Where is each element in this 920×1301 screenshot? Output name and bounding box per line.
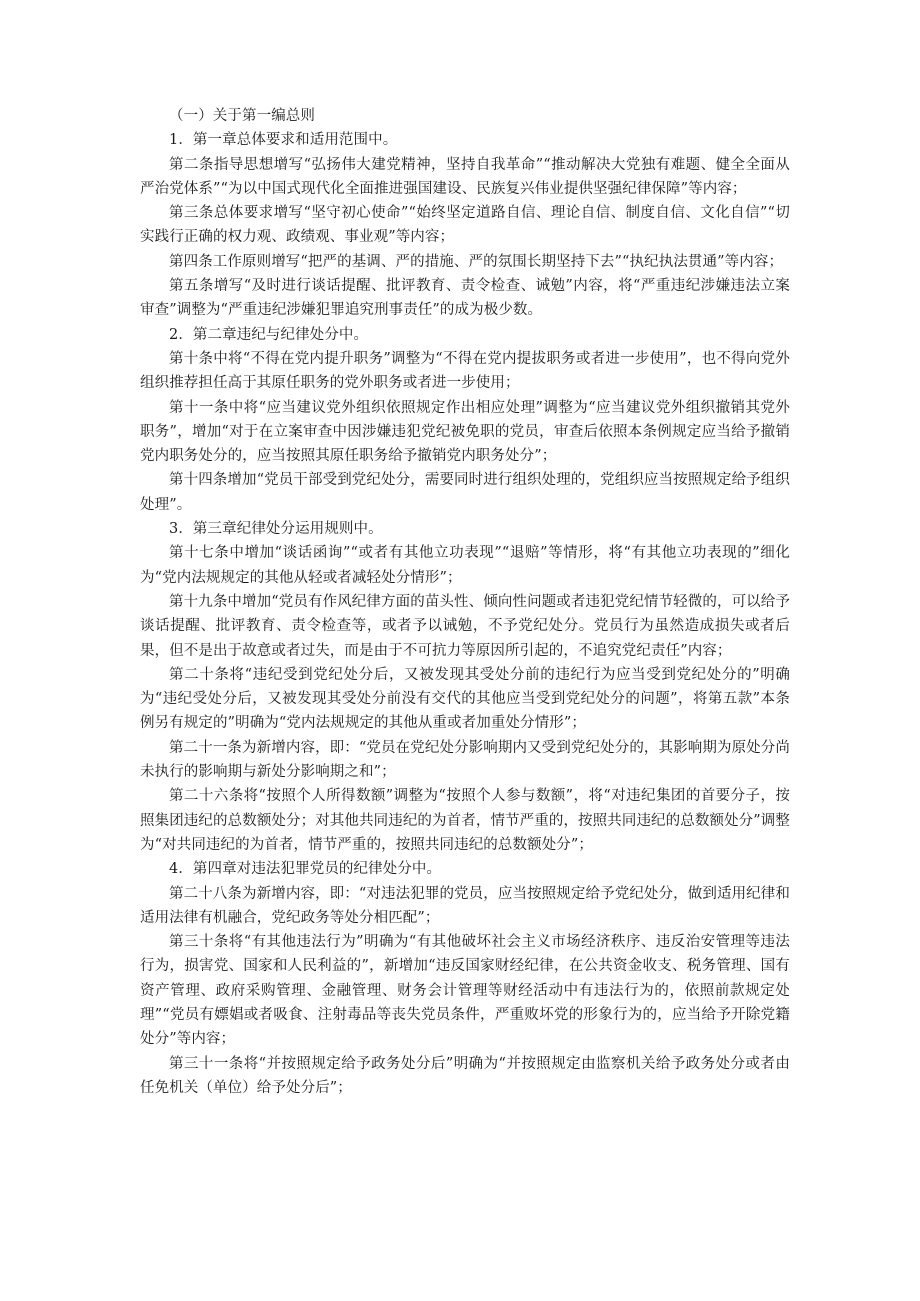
section-heading: （一）关于第一编总则 — [169, 108, 315, 124]
document-body — [140, 104, 790, 1100]
paragraph-article-17: 第十七条中增加“谈话函询”“或者有其他立功表现”“退赔”等情形，将“有其他立功表现的”细化为“党内法规规定的其他从轻或者减轻处分情形”； — [140, 545, 790, 586]
paragraph-article-20: 第二十条将“违纪受到党纪处分后，又被发现其受处分前的违纪行为应当受到党纪处分的”明确为“违纪受处分后，又被发现其受处分前没有交代的其他应当受到党纪处分的问题”，将第五款”本条例另有规定的”明确为“党内法规规定的其他从重或者加重处分情形”； — [140, 666, 790, 732]
paragraph-article-3: 第三条总体要求增写“坚守初心使命”“始终坚定道路自信、理论自信、制度自信、文化自信”“切实践行正确的权力观、政绩观、事业观”等内容； — [140, 205, 790, 246]
paragraph-article-5: 第五条增写“及时进行谈话提醒、批评教育、责令检查、诫勉”内容，将“严重违纪涉嫌违法立案审查”调整为“严重违纪涉嫌犯罪追究刑事责任”的成为极少数。 — [140, 278, 790, 319]
chapter-heading-3: 3．第三章纪律处分运用规则中。 — [169, 521, 383, 538]
paragraph-article-31: 第三十一条将“并按照规定给予政务处分后”明确为“并按照规定由监察机关给予政务处分或者由任免机关（单位）给予处分后”； — [140, 1055, 790, 1096]
chapter-heading-4: 4．第四章对违法犯罪党员的纪律处分中。 — [169, 861, 442, 878]
paragraph-article-10: 第十条中将“不得在党内提升职务”调整为“不得在党内提拔职务或者进一步使用”，也不得向党外组织推荐担任高于其原任职务的党外职务或者进一步使用； — [140, 350, 790, 392]
paragraph-article-11: 第十一条中将“应当建议党外组织依照规定作出相应处理”调整为“应当建议党外组织撤销其党外职务”，增加“对于在立案审查中因涉嫌违犯党纪被免职的党员，审查后依照本条例规定应当给予撤销党内职务处分的，应当按照其原任职务给予撤销党内职务处分”； — [140, 399, 790, 465]
paragraph-article-14: 第十四条增加“党员干部受到党纪处分，需要同时进行组织处理的，党组织应当按照规定给予组织处理”。 — [140, 472, 790, 513]
paragraph-article-2: 第二条指导思想增写“弘扬伟大建党精神，坚持自我革命”“推动解决大党独有难题、健全全面从严治党体系”“为以中国式现代化全面推进强国建设、民族复兴伟业提供坚强纪律保障”等内容； — [140, 156, 790, 197]
paragraph-article-26: 第二十六条将“按照个人所得数额”调整为“按照个人参与数额”，将“对违纪集团的首要分子，按照集团违纪的总数额处分；对其他共同违纪的为首者，情节严重的，按照共同违纪的总数额处分”调整为“对共同违纪的为首者，情节严重的，按照共同违纪的总数额处分”； — [140, 788, 790, 853]
paragraph-article-21: 第二十一条为新增内容，即：“党员在党纪处分影响期内又受到党纪处分的，其影响期为原处分尚未执行的影响期与新处分影响期之和”； — [140, 739, 790, 781]
chapter-heading-2: 2．第二章违纪与纪律处分中。 — [169, 326, 369, 343]
paragraph-article-28: 第二十八条为新增内容，即：“对违法犯罪的党员，应当按照规定给予党纪处分，做到适用纪律和适用法律有机融合，党纪政务等处分相匹配”； — [140, 885, 790, 926]
paragraph-article-4: 第四条工作原则增写“把严的基调、严的措施、严的氛围长期坚持下去”“执纪执法贯通”等内容； — [169, 253, 784, 270]
chapter-heading-1: 1．第一章总体要求和适用范围中。 — [169, 132, 398, 149]
paragraph-article-19: 第十九条中增加“党员有作风纪律方面的苗头性、倾向性问题或者违犯党纪情节轻微的，可以给予谈话提醒、批评教育、责令检查等，或者予以诫勉，不予党纪处分。党员行为虽然造成损失或者后果，但不是出于故意或者过失，而是由于不可抗力等原因所引起的，不追究党纪责任”内容； — [140, 593, 790, 659]
paragraph-article-30: 第三十条将“有其他违法行为”明确为“有其他破坏社会主义市场经济秩序、违反治安管理等违法行为，损害党、国家和人民利益的”，新增加“违反国家财经纪律，在公共资金收支、税务管理、国有资产管理、政府采购管理、金融管理、财务会计管理等财经活动中有违法行为的，依照前款规定处理”“党员有嫖娼或者吸食、注射毒品等丧失党员条件，严重败坏党的形象行为的，应当给予开除党籍处分”等内容； — [140, 934, 790, 1048]
